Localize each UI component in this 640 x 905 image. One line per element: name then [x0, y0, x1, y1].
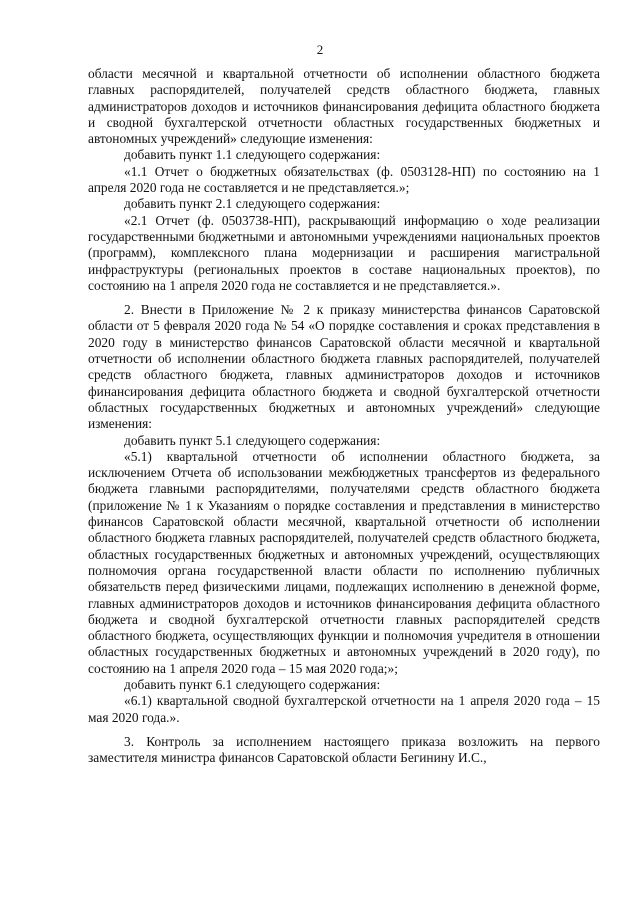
paragraph-item-1-1: «1.1 Отчет о бюджетных обязательствах (ф. 0503128-НП) по состоянию на 1 апреля 2020 года не составляется и не представляется.»; — [88, 163, 600, 196]
paragraph-item-2-1: «2.1 Отчет (ф. 0503738-НП), раскрывающий информацию о ходе реализации государственными бюджетными и автономными учреждениями национальных проектов (программ), комплексного плана модернизации и расширения магистральной инфраструктуры (региональных проектов в составе национальных проектов), по состоянию на 1 апреля 2020 года не составляется и не представляется.». — [88, 212, 600, 293]
paragraph-add-6-1: добавить пункт 6.1 следующего содержания: — [124, 676, 381, 692]
paragraph-add-5-1: добавить пункт 5.1 следующего содержания: — [124, 432, 381, 448]
paragraph-section-2: 2. Внести в Приложение № 2 к приказу министерства финансов Саратовской области от 5 февраля 2020 года № 54 «О порядке составления и сроках представления в 2020 году в министерство финансов Саратовской области месячной и квартальной отчетности об исполнении областного бюджета главных распорядителей, получателей средств областного бюджета, главных администраторов доходов и источников финансирования дефицита областного бюджета и сводной бухгалтерской отчетности областных государственных бюджетных и автономных учреждений» следующие изменения: — [88, 302, 600, 432]
paragraph-section-3: 3. Контроль за исполнением настоящего приказа возложить на первого заместителя министра финансов Саратовской области Бегинину И.С., — [88, 733, 600, 766]
paragraph-item-6-1: «6.1) квартальной сводной бухгалтерской отчетности на 1 апреля 2020 года – 15 мая 2020 года.». — [88, 693, 600, 725]
paragraph-add-2-1: добавить пункт 2.1 следующего содержания: — [124, 196, 381, 212]
paragraph-add-1-1: добавить пункт 1.1 следующего содержания: — [124, 147, 381, 163]
document-body — [88, 66, 600, 766]
page-number: 2 — [316, 42, 324, 57]
paragraph-item-5-1: «5.1) квартальной отчетности об исполнении областного бюджета, за исключением Отчета об использовании межбюджетных трансфертов из федерального бюджета главными распорядителями, получателями средств областного бюджета (приложение № 1 к Указаниям о порядке составления и представления в министерство финансов Саратовской области месячной, квартальной отчетности об исполнении областного бюджета главных распорядителей, получателей средств областного бюджета, областных государственных бюджетных и автономных учреждений, осуществляющих полномочия органа государственной власти области по исполнению публичных обязательств перед физическими лицами, подлежащих исполнению в денежной форме, главных администраторов доходов и источников финансирования дефицита областного бюджета и сводной бухгалтерской отчетности главных распорядителей средств областного бюджета, осуществляющих функции и полномочия учредителя в отношении областных государственных бюджетных и автономных учреждений в 2020 году), по состоянию на 1 апреля 2020 года – 15 мая 2020 года;»; — [88, 448, 600, 676]
paragraph-intro-continuation: области месячной и квартальной отчетности об исполнении областного бюджета главных распорядителей, получателей средств областного бюджета, главных администраторов доходов и источников финансирования дефицита областного бюджета и сводной бухгалтерской отчетности областных государственных бюджетных и автономных учреждений» следующие изменения: — [88, 66, 600, 147]
